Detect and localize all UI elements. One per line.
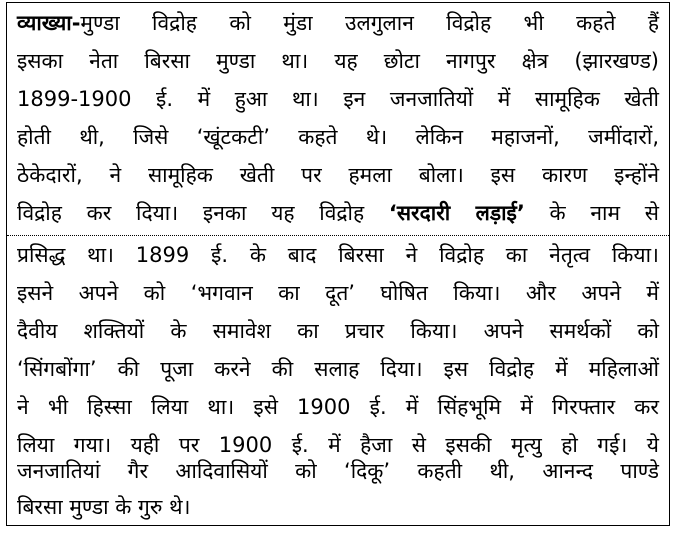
text-line-4: होती थी, जिसे ‘खूंटकटी’ कहते थे। लेकिन महाजनों, जमींदारों, [17, 125, 659, 149]
text-line-3: 1899-1900 ई. में हुआ था। इन जनजातियों में सामूहिक खेती [17, 87, 659, 111]
text-line-5: ठेकेदारों, ने सामूहिक खेती पर हमला बोला। इस कारण इन्होंने [17, 163, 659, 187]
text-line-11: ने भी हिस्सा लिया था। इसे 1900 ई. में सिंहभूमि में गिरफ्तार कर [17, 395, 659, 419]
dotted-divider [7, 235, 669, 236]
text-line-8: इसने अपने को ‘भगवान का दूत’ घोषित किया। और अपने में [17, 281, 659, 305]
text-line-6: विद्रोह कर दिया। इनका यह विद्रोह ‘सरदारी लड़ाई’ के नाम से [17, 201, 659, 225]
sardari-ladai-term: ‘सरदारी लड़ाई’ [388, 201, 525, 225]
cropped-next-line [60, 532, 340, 538]
text-line-10: ‘सिंगबोंगा’ की पूजा करने की सलाह दिया। इस विद्रोह में महिलाओं [17, 357, 659, 381]
explanation-box [6, 2, 670, 526]
text-line-12: लिया गया। यही पर 1900 ई. में हैजा से इसकी मृत्यु हो गई। ये [17, 433, 659, 457]
text-line-1: व्याख्या-मुण्डा विद्रोह को मुंडा उलगुलान विद्रोह भी कहते हैं [17, 11, 659, 35]
explanation-label: व्याख्या- [17, 11, 81, 35]
text-line-7: प्रसिद्ध था। 1899 ई. के बाद बिरसा ने विद्रोह का नेतृत्व किया। [17, 243, 659, 267]
text-line-13: जनजातियां गैर आदिवासियों को ‘दिकू’ कहती थी, आनन्द पाण्डे [17, 459, 659, 483]
text-line-2: इसका नेता बिरसा मुण्डा था। यह छोटा नागपुर क्षेत्र (झारखण्ड) [17, 49, 659, 73]
text-line-14: बिरसा मुण्डा के गुरु थे। [17, 495, 191, 519]
text-line-9: दैवीय शक्तियों के समावेश का प्रचार किया। अपने समर्थकों को [17, 319, 659, 343]
